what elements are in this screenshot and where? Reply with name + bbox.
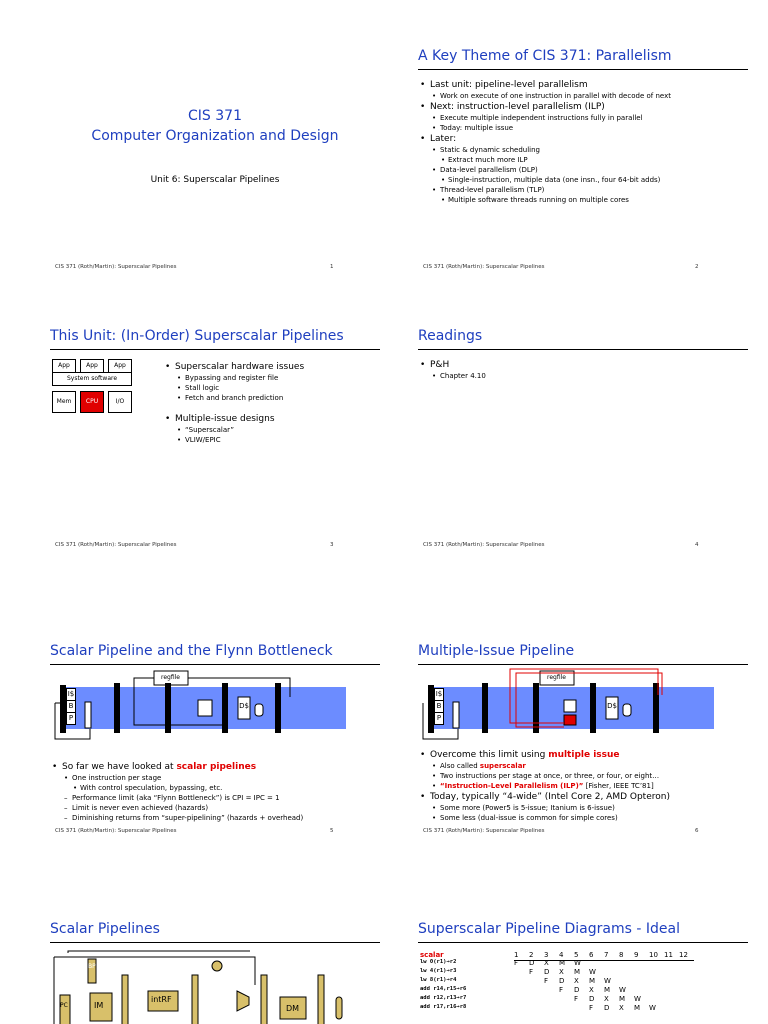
slide-1-subtitle: Computer Organization and Design [91,128,339,144]
bullet-text: So far we have looked at [62,762,177,772]
highlight-text: multiple issue [548,750,620,760]
sub-sub-bullet: • With control speculation, bypassing, etc. [52,783,380,793]
instruction-text: lw 0(r1)→r2 [420,959,457,965]
bullet-list [420,749,748,823]
stage-cell: M [589,977,596,985]
stage-cell: F [559,986,564,994]
cycle-number: 3 [544,951,549,959]
stage-cell: W [574,959,581,967]
stage-cell: W [649,1004,656,1012]
title-divider [418,349,748,350]
page-number: 5 [330,828,334,834]
sub-bullet: • Bypassing and register file [165,373,380,383]
bullet-list [420,359,748,381]
scalar-pipeline-datapath [50,945,380,1024]
app-box: App [80,359,104,373]
cycle-number: 7 [604,951,609,959]
scalar-pipeline-diagram [50,667,350,745]
instruction-text: add r17,r16→r8 [420,1004,467,1010]
stage-cell: F [589,1004,594,1012]
bp-p-box: P [66,712,76,725]
stage-cell: X [574,977,579,985]
slide-footer: CIS 371 (Roth/Martin): Superscalar Pipelines [423,264,545,270]
stage-cell: X [559,968,564,976]
title-divider [418,69,748,70]
icache-box: I$ [66,688,76,701]
diagram-row [418,995,718,1004]
sub-bullet: • “Superscalar” [165,425,380,435]
cycle-number: 5 [574,951,579,959]
dcache-box: D$ [607,702,617,710]
diagram-row [418,986,718,995]
stage-cell: F [529,968,534,976]
stage-cell: D [574,986,580,994]
sub-bullet: • Some more (Power5 is 5-issue; Itanium is 6-issue) [420,803,748,813]
bullet: • Multiple-issue designs [165,413,380,425]
bullet [420,749,748,761]
instruction-text: lw 8(r1)→r4 [420,977,457,983]
slide-5 [50,643,380,858]
cycle-number: 4 [559,951,564,959]
bullet: • Today, typically “4-wide” (Intel Core 2, AMD Opteron) [420,791,748,803]
dash-item: – Diminishing returns from “super-pipelining” (hazards + overhead) [52,813,380,823]
sub-bullet: • Execute multiple independent instructions fully in parallel [420,113,748,123]
stage-cell: D [559,977,565,985]
stage-cell: M [634,1004,641,1012]
slide-footer: CIS 371 (Roth/Martin): Superscalar Pipelines [55,828,177,834]
io-box: I/O [108,391,132,413]
slide-footer: CIS 371 (Roth/Martin): Superscalar Pipelines [55,264,177,270]
slide-6-title: Multiple-Issue Pipeline [418,643,575,659]
icache-box: I$ [434,688,444,701]
bullet-list [420,79,748,205]
page-number: 1 [330,264,334,270]
cycle-number: 8 [619,951,624,959]
slide-footer: CIS 371 (Roth/Martin): Superscalar Pipelines [423,828,545,834]
page-number: 6 [695,828,699,834]
slide-footer: CIS 371 (Roth/Martin): Superscalar Pipelines [423,542,545,548]
sub-bullet: • Data-level parallelism (DLP) [420,165,748,175]
stage-cell: M [619,995,626,1003]
sub-bullet: • Work on execute of one instruction in parallel with decode of next [420,91,748,101]
slide-8 [418,921,748,1024]
instruction-text: add r14,r15→r6 [420,986,467,992]
slide-1-unit: Unit 6: Superscalar Pipelines [150,175,280,185]
sub-sub-bullet: • Multiple software threads running on multiple cores [420,195,748,205]
diagram-row [418,968,718,977]
instruction-text: lw 4(r1)→r3 [420,968,457,974]
slide-4 [418,328,748,568]
instruction-text: add r12,r13→r7 [420,995,467,1001]
stage-cell: X [589,986,594,994]
cycle-number: 2 [529,951,534,959]
title-divider [50,664,380,665]
stage-cell: M [559,959,566,967]
system-software-box: System software [52,372,132,386]
sub-bullet [420,781,748,791]
diagram-row [418,1004,718,1013]
slide-7-title: Scalar Pipelines [50,921,160,937]
stage-cell: W [604,977,611,985]
stage-cell: W [619,986,626,994]
regfile-box: regfile [161,674,180,681]
slide-3 [50,328,380,568]
page-number: 2 [695,264,699,270]
regfile-box: regfile [547,674,566,681]
slide-6 [418,643,748,858]
bp-label: BP [88,963,96,970]
slide-footer: CIS 371 (Roth/Martin): Superscalar Pipelines [55,542,177,548]
bp-b-box: B [66,700,76,713]
title-divider [50,349,380,350]
sub-bullet: • Static & dynamic scheduling [420,145,748,155]
slide-3-title: This Unit: (In-Order) Superscalar Pipelines [50,328,344,344]
stage-cell: D [589,995,595,1003]
stage-cell: D [529,959,535,967]
highlight-text: “Instruction-Level Parallelism (ILP)” [440,782,584,790]
slide-4-title: Readings [418,328,483,344]
sub-sub-bullet: • Extract much more ILP [420,155,748,165]
slide-8-title: Superscalar Pipeline Diagrams - Ideal [418,921,680,937]
stage-cell: W [589,968,596,976]
slide-2 [418,48,748,288]
mem-box: Mem [52,391,76,413]
dm-label: DM [286,1004,300,1013]
app-box: App [52,359,76,373]
stage-cell: X [544,959,549,967]
slide-7 [50,921,380,1024]
dash-item: – Limit is never even achieved (hazards) [52,803,380,813]
slide-1 [50,48,380,288]
bp-p-box: P [434,712,444,725]
sub-bullet: • Today: multiple issue [420,123,748,133]
scalar-label: scalar [420,951,444,959]
intrf-label: intRF [151,995,172,1004]
stage-cell: X [604,995,609,1003]
dash-item: – Performance limit (aka “Flynn Bottleneck”) is CPI = IPC = 1 [52,793,380,803]
bullet: • Next: instruction-level parallelism (ILP) [420,101,748,113]
sub-bullet: • Chapter 4.10 [420,371,748,381]
bullet-text: Overcome this limit using [430,750,549,760]
stage-cell: F [574,995,579,1003]
stage-cell: D [544,968,550,976]
slide-2-title: A Key Theme of CIS 371: Parallelism [418,48,672,64]
cycle-number: 10 [649,951,658,959]
cycle-number: 12 [679,951,688,959]
sub-bullet: • Fetch and branch prediction [165,393,380,403]
cycle-number: 11 [664,951,673,959]
bullet: • P&H [420,359,748,371]
stage-cell: M [574,968,581,976]
title-divider [418,664,748,665]
cycle-number: 9 [634,951,639,959]
diagram-row [418,959,718,968]
slide-5-title: Scalar Pipeline and the Flynn Bottleneck [50,643,333,659]
bullet [52,761,380,773]
citation-text: [Fisher, IEEE TC’81] [583,782,654,790]
page-number: 3 [330,542,334,548]
stage-cell: X [619,1004,624,1012]
title-divider [418,942,748,943]
cycle-number: 1 [514,951,519,959]
pc-label: PC [60,1002,68,1009]
stage-cell: F [514,959,519,967]
sub-bullet: • Thread-level parallelism (TLP) [420,185,748,195]
bullet-list [52,761,380,823]
bp-b-box: B [434,700,444,713]
page-number: 4 [695,542,699,548]
title-divider [50,942,380,943]
cpu-box: CPU [80,391,104,413]
stage-cell: D [604,1004,610,1012]
bullet: • Superscalar hardware issues [165,361,380,373]
slide-1-title: CIS 371 [188,108,242,124]
bullet: • Last unit: pipeline-level parallelism [420,79,748,91]
stage-cell: M [604,986,611,994]
bullet-list [165,361,380,445]
highlight-text: superscalar [479,762,526,770]
dcache-box: D$ [239,702,249,710]
app-box: App [108,359,132,373]
sub-bullet: • One instruction per stage [52,773,380,783]
sub-bullet [420,761,748,771]
sub-bullet: • Stall logic [165,383,380,393]
im-label: IM [94,1001,104,1010]
sub-bullet: • VLIW/EPIC [165,435,380,445]
sub-bullet: • Two instructions per stage at once, or three, or four, or eight… [420,771,748,781]
diagram-row [418,977,718,986]
sub-bullet: • Some less (dual-issue is common for simple cores) [420,813,748,823]
cycle-number: 6 [589,951,594,959]
sub-sub-bullet: • Single-instruction, multiple data (one insn., four 64-bit adds) [420,175,748,185]
highlight-text: scalar pipelines [176,762,257,772]
sub-bullet-text: Also called [440,762,480,770]
stage-cell: F [544,977,549,985]
stage-cell: W [634,995,641,1003]
bullet: • Later: [420,133,748,145]
